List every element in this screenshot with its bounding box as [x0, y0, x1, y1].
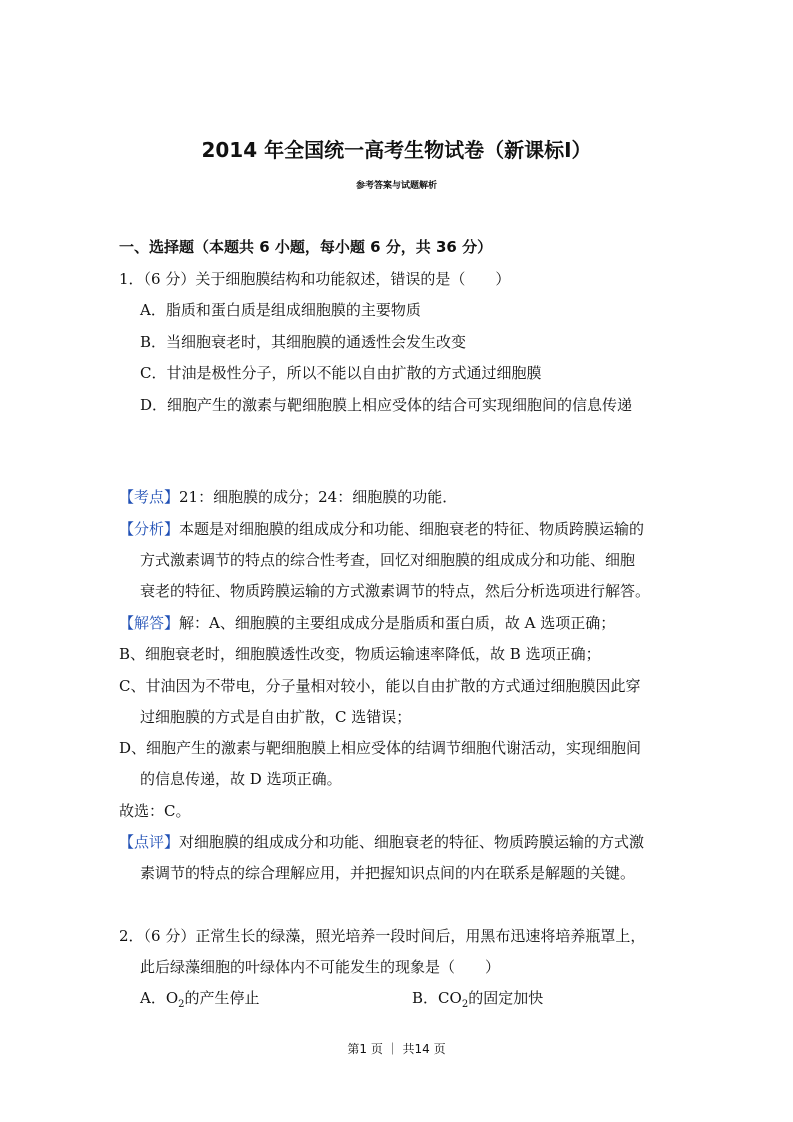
- page-title: 2014 年全国统一高考生物试卷（新课标Ⅰ）: [201, 138, 592, 162]
- q2-option-a-sub: 2: [178, 999, 185, 1010]
- q1-fenxi-line-3: 衰老的特征、物质跨膜运输的方式激素调节的特点，然后分析选项进行解答。: [140, 582, 651, 600]
- q2-option-b-prefix: B．CO: [412, 989, 462, 1007]
- q1-fenxi-line-1: [119, 518, 644, 539]
- q1-answer: 故选：C。: [119, 802, 191, 820]
- kaodian-text: 21：细胞膜的成分；24：细胞膜的功能．: [179, 488, 458, 506]
- q1-kaodian: [119, 486, 457, 507]
- q1-option-b: B．当细胞衰老时，其细胞膜的通透性会发生改变: [140, 333, 467, 351]
- q1-jieda-line-6: 的信息传递，故 D 选项正确。: [140, 770, 342, 788]
- q1-jieda-line-5: D、细胞产生的激素与靶细胞膜上相应受体的结调节细胞代谢活动，实现细胞间: [119, 739, 642, 757]
- jieda-tag: 【解答】: [119, 614, 180, 632]
- q2-option-b-suffix: 的固定加快: [468, 989, 544, 1007]
- dianping-text-1: 对细胞膜的组成成分和功能、细胞衰老的特征、物质跨膜运输的方式激: [179, 833, 645, 851]
- fenxi-tag: 【分析】: [119, 520, 180, 538]
- page-footer: 第1 页 ｜ 共14 页: [347, 1042, 446, 1056]
- q1-fenxi-line-2: 方式激素调节的特点的综合性考查，回忆对细胞膜的组成成分和功能、细胞: [140, 551, 636, 569]
- q1-option-d: D．细胞产生的激素与靶细胞膜上相应受体的结合可实现细胞间的信息传递: [140, 396, 633, 414]
- q1-jieda-line-4: 过细胞膜的方式是自由扩散，C 选错误；: [140, 708, 412, 726]
- q2-option-a-suffix: 的产生停止: [184, 989, 260, 1007]
- kaodian-tag: 【考点】: [119, 488, 180, 506]
- q2-stem-line-2: 此后绿藻细胞的叶绿体内不可能发生的现象是（ ）: [140, 958, 501, 976]
- q1-dianping-line-2: 素调节的特点的综合理解应用，并把握知识点间的内在联系是解题的关键。: [140, 864, 636, 882]
- q2-option-b: [412, 987, 543, 1010]
- page-subtitle: 参考答案与试题解析: [355, 181, 437, 191]
- jieda-text-1: 解：A、细胞膜的主要组成成分是脂质和蛋白质，故 A 选项正确；: [179, 614, 616, 632]
- q1-jieda-line-3: C、甘油因为不带电，分子量相对较小，能以自由扩散的方式通过细胞膜因此穿: [119, 677, 641, 695]
- q1-option-c: C．甘油是极性分子，所以不能以自由扩散的方式通过细胞膜: [140, 364, 542, 382]
- q1-jieda-line-2: B、细胞衰老时，细胞膜透性改变，物质运输速率降低，故 B 选项正确；: [119, 645, 601, 663]
- q2-option-a-prefix: A．O: [140, 989, 179, 1007]
- q2-option-b-sub: 2: [461, 999, 469, 1010]
- q1-jieda-line-1: [119, 612, 615, 633]
- q1-dianping-line-1: [119, 831, 644, 852]
- section-heading: 一、选择题（本题共 6 小题，每小题 6 分，共 36 分）: [119, 238, 493, 256]
- dianping-tag: 【点评】: [119, 833, 180, 851]
- q1-option-a: A．脂质和蛋白质是组成细胞膜的主要物质: [140, 301, 421, 319]
- q2-stem-line-1: 2．（6 分）正常生长的绿藻，照光培养一段时间后，用黑布迅速将培养瓶罩上，: [119, 927, 646, 945]
- fenxi-text-1: 本题是对细胞膜的组成成分和功能、细胞衰老的特征、物质跨膜运输的: [179, 520, 645, 538]
- q1-stem: 1．（6 分）关于细胞膜结构和功能叙述，错误的是（ ）: [119, 270, 511, 288]
- q2-option-a: [140, 987, 260, 1010]
